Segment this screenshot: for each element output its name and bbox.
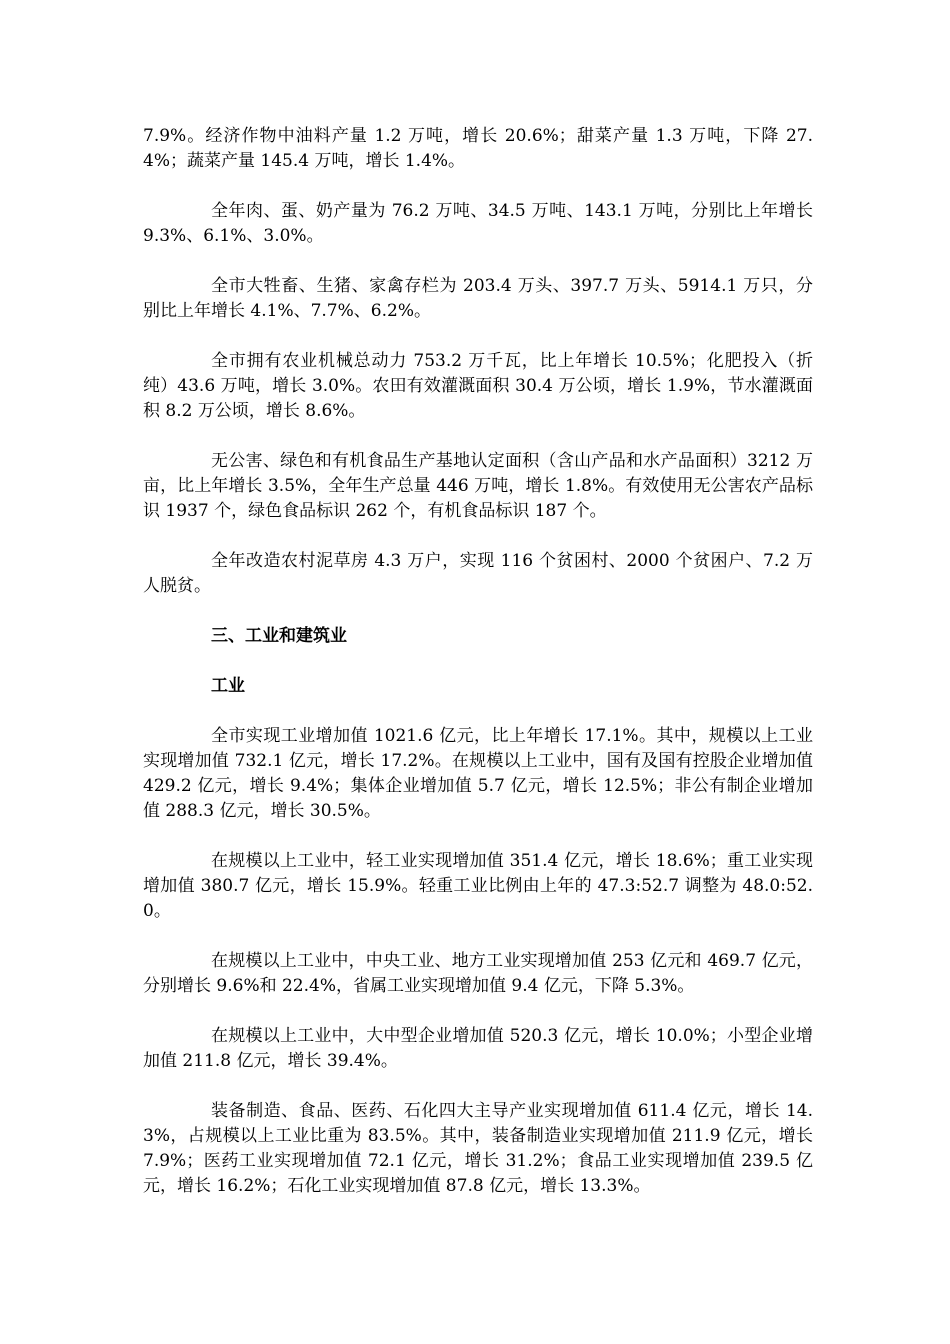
paragraph-livestock: 全市大牲畜、生猪、家禽存栏为 203.4 万头、397.7 万头、5914.1 万只，分别比上年增长 4.1%、7.7%、6.2%。 (143, 276, 813, 321)
paragraph-crops-continued: 7.9%。经济作物中油料产量 1.2 万吨，增长 20.6%；甜菜产量 1.3 万吨，下降 27.4%；蔬菜产量 145.4 万吨，增长 1.4%。 (143, 126, 813, 171)
paragraph-light-heavy: 在规模以上工业中，轻工业实现增加值 351.4 亿元，增长 18.6%；重工业实现增加值 380.7 亿元，增长 15.9%。轻重工业比例由上年的 47.3:52.7 调整为 48.0:52.0。 (143, 851, 813, 921)
paragraph-industry-total: 全市实现工业增加值 1021.6 亿元，比上年增长 17.1%。其中，规模以上工业实现增加值 732.1 亿元，增长 17.2%。在规模以上工业中，国有及国有控股企业增加值 429.2 亿元，增长 9.4%；集体企业增加值 5.7 亿元，增长 12.5%；非公有制企业增加值 288.3 亿元，增长 30.5%。 (143, 726, 813, 821)
paragraph-poverty: 全年改造农村泥草房 4.3 万户，实现 116 个贫困村、2000 个贫困户、7.2 万人脱贫。 (143, 551, 813, 596)
section-heading: 三、工业和建筑业 (211, 626, 347, 646)
paragraph-meat-eggs-milk: 全年肉、蛋、奶产量为 76.2 万吨、34.5 万吨、143.1 万吨，分别比上年增长 9.3%、6.1%、3.0%。 (143, 201, 813, 246)
paragraph-machinery: 全市拥有农业机械总动力 753.2 万千瓦，比上年增长 10.5%；化肥投入（折纯）43.6 万吨，增长 3.0%。农田有效灌溉面积 30.4 万公顷，增长 1.9%，节水灌溉面积 8.2 万公顷，增长 8.6%。 (143, 351, 813, 421)
paragraph-leading-industries: 装备制造、食品、医药、石化四大主导产业实现增加值 611.4 亿元，增长 14.3%，占规模以上工业比重为 83.5%。其中，装备制造业实现增加值 211.9 亿元，增长 7.9%；医药工业实现增加值 72.1 亿元，增长 31.2%；食品工业实现增加值 239.5 亿元，增长 16.2%；石化工业实现增加值 87.8 亿元，增长 13.3%。 (143, 1101, 813, 1196)
paragraph-central-local: 在规模以上工业中，中央工业、地方工业实现增加值 253 亿元和 469.7 亿元，分别增长 9.6%和 22.4%，省属工业实现增加值 9.4 亿元，下降 5.3%。 (143, 951, 813, 996)
paragraph-green-food: 无公害、绿色和有机食品生产基地认定面积（含山产品和水产品面积）3212 万亩，比上年增长 3.5%，全年生产总量 446 万吨，增长 1.8%。有效使用无公害农产品标识 1937 个，绿色食品标识 262 个，有机食品标识 187 个。 (143, 451, 813, 521)
sub-heading: 工业 (211, 676, 245, 696)
paragraph-enterprise-size: 在规模以上工业中，大中型企业增加值 520.3 亿元，增长 10.0%；小型企业增加值 211.8 亿元，增长 39.4%。 (143, 1026, 813, 1071)
document-page (143, 124, 813, 1224)
